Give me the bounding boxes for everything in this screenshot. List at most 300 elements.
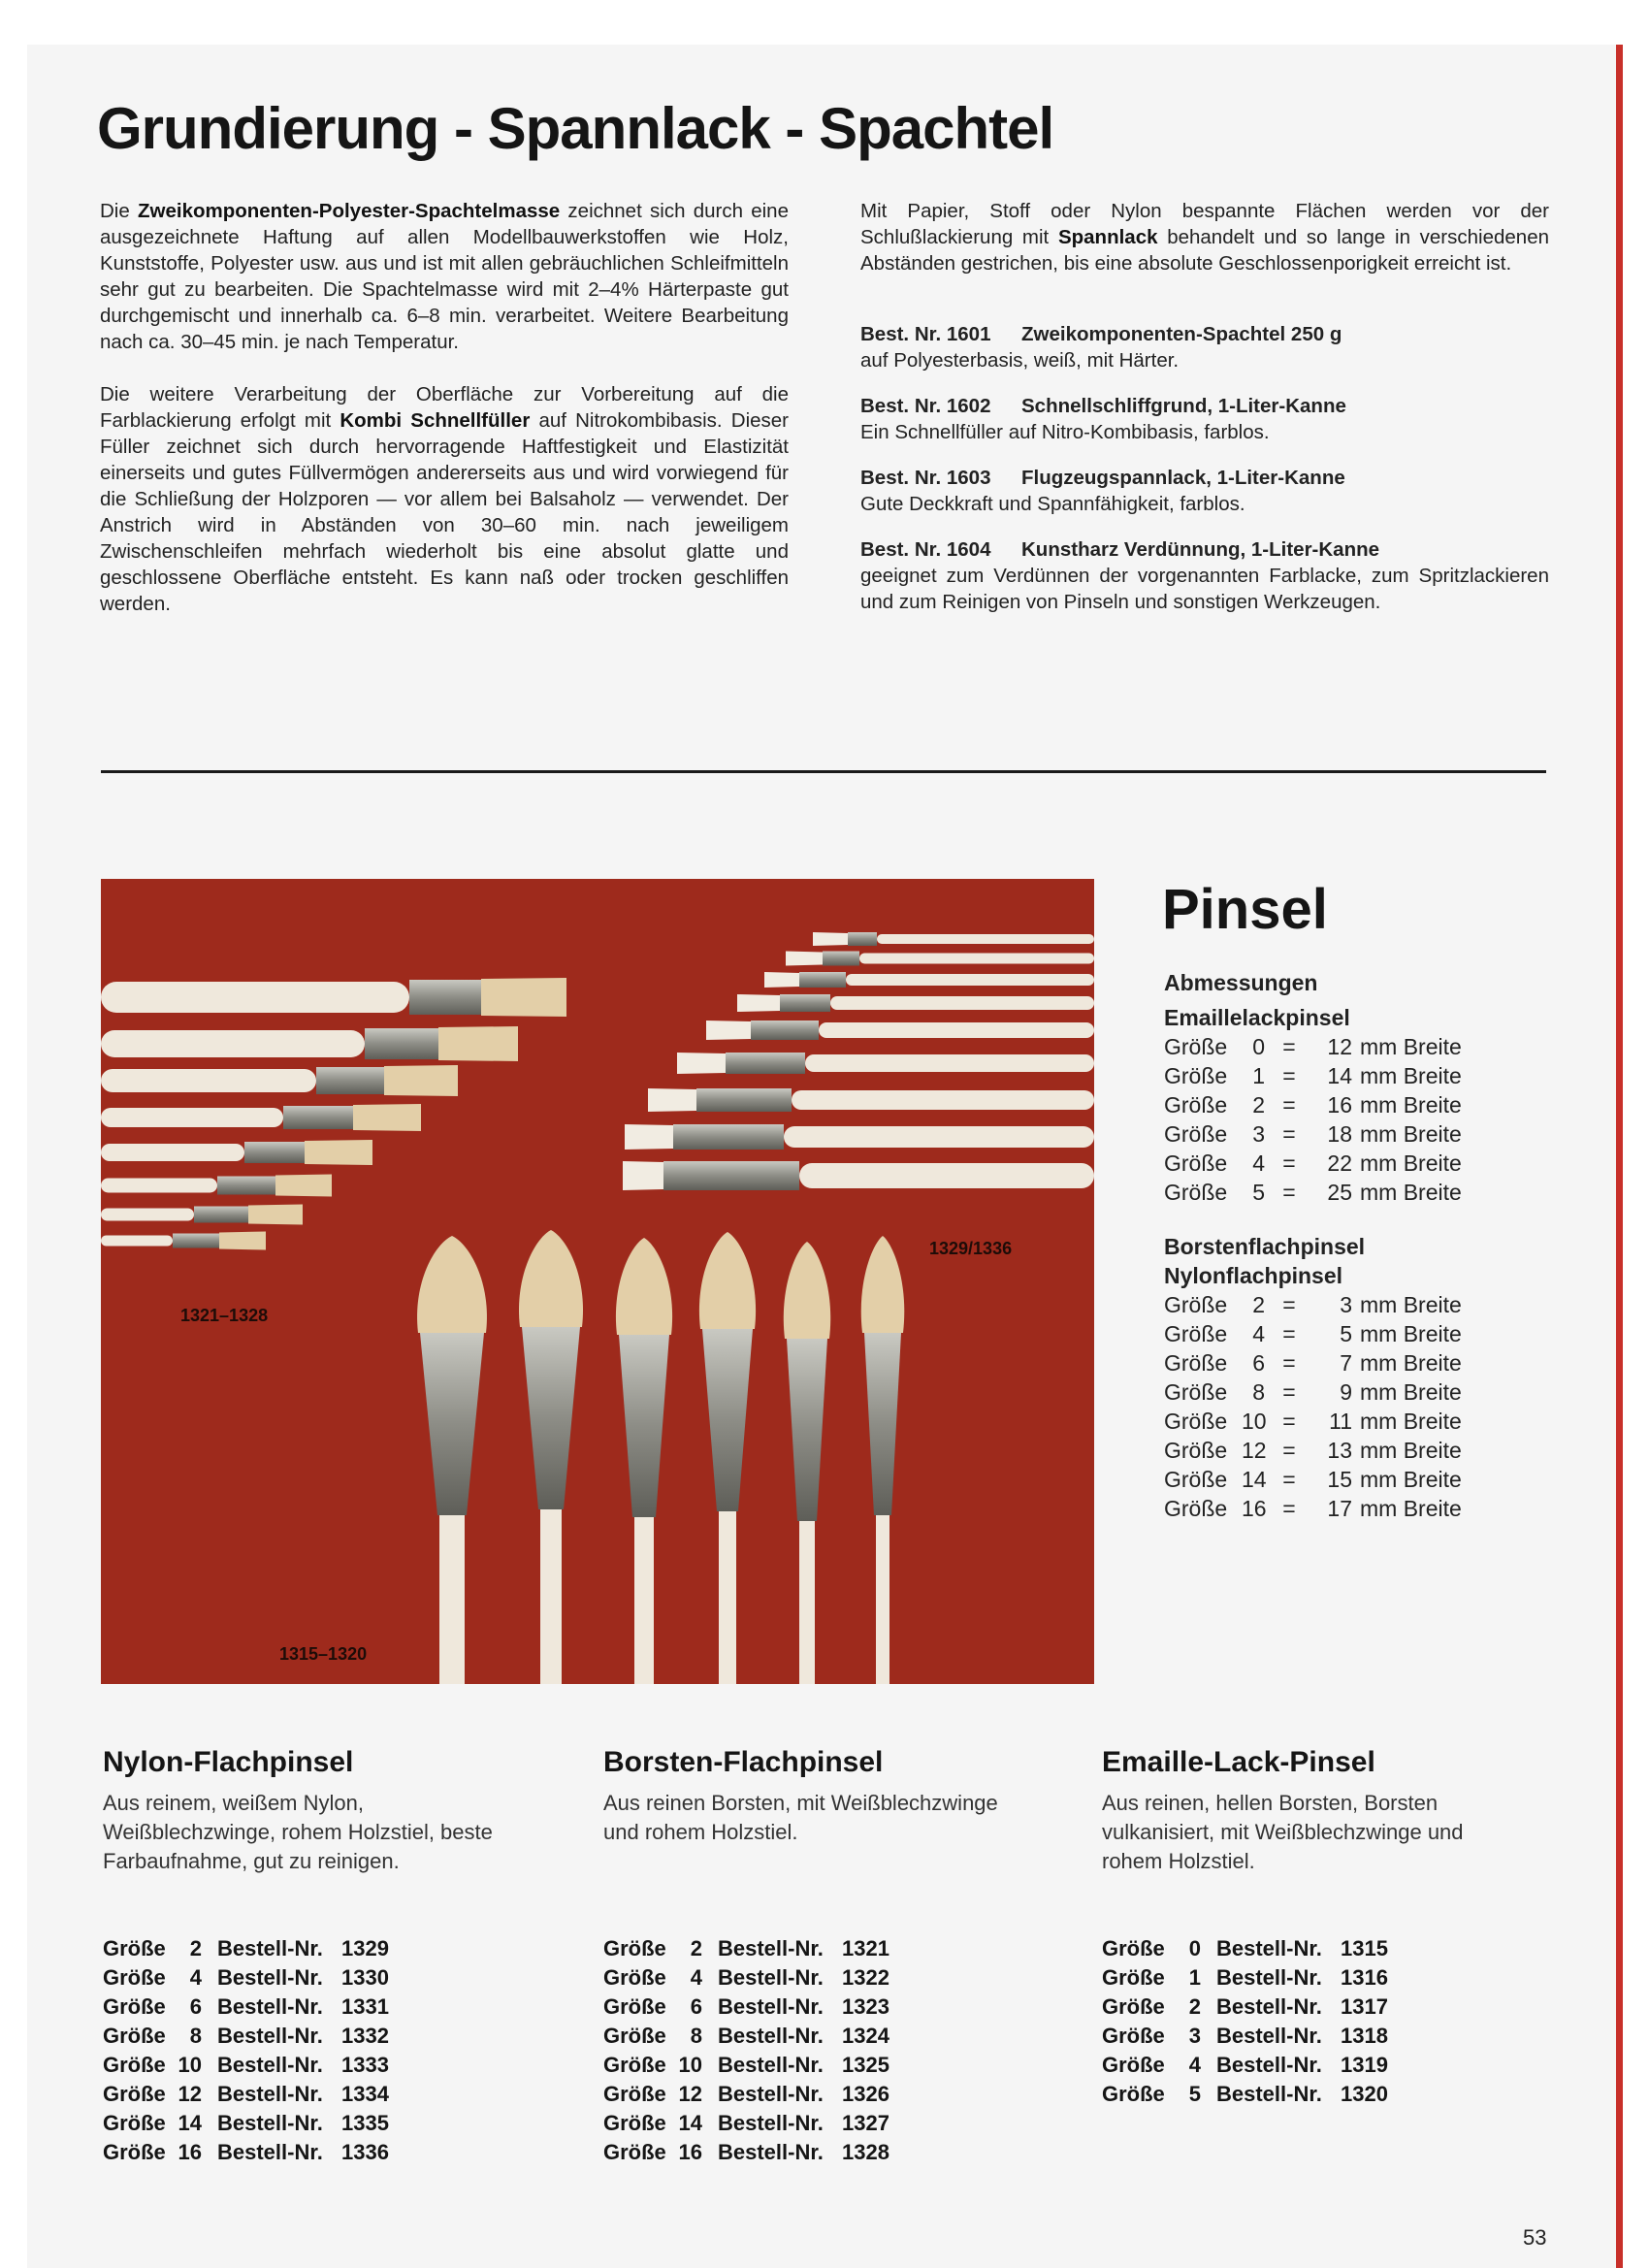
product-nylon-flachpinsel [103, 1746, 530, 2167]
equals-sign: = [1282, 1121, 1296, 1147]
order-row [103, 2051, 530, 2080]
order-row [1102, 1963, 1529, 1993]
size-number: 10 [1242, 1409, 1267, 1434]
order-row [603, 2109, 1030, 2138]
dimension-row [1164, 1377, 1462, 1407]
size-number: 2 [189, 1936, 202, 1960]
brush-handle [101, 1030, 365, 1057]
size-word: Größe [1102, 2024, 1165, 2048]
size-number: 10 [178, 2053, 202, 2077]
brush-photo [101, 879, 1094, 1684]
product-description: Aus reinen Borsten, mit Weißblechzwinge und rohem Holzstiel. [603, 1791, 998, 1844]
product-title: Emaille-Lack-Pinsel [1102, 1746, 1375, 1778]
brush-bristles [438, 1026, 518, 1061]
order-label: Bestell-Nr. [718, 2082, 824, 2106]
size-number: 4 [690, 1965, 702, 1990]
brush-handle [719, 1511, 736, 1684]
order-label: Bestell-Nr. [1216, 2082, 1322, 2106]
order-number: 1326 [842, 2082, 889, 2106]
order-label: Bestell-Nr. [1216, 1936, 1322, 1960]
page-title: Grundierung - Spannlack - Spachtel [97, 96, 1054, 161]
width-unit: mm Breite [1360, 1180, 1462, 1205]
dimension-row [1164, 1119, 1462, 1149]
brush-ferrule [848, 932, 877, 946]
order-heading [860, 393, 1549, 419]
text-run: auf Nitrokombibasis. Dieser Füller zeichnet sich durch hervorragende Haftfestigkeit und Elastizität einerseits und gutes Füllvermögen andererseits aus und wird vorwiegend für die Schließung der Holzporen — vor allem bei Balsaholz — verwendet. Der Anstrich wird in Abständen von 30–60 min. nach jeweiligem Zwischenschleifen mehrfach wiederholt bis eine absolut glatte und geschlossene Oberfläche entsteht. Es kann naß oder trocken geschliffen werden. [100, 409, 789, 615]
dimension-row [1164, 1494, 1462, 1523]
brush-handle [101, 1209, 194, 1221]
brush-handle [101, 982, 409, 1013]
brush-ferrule [194, 1207, 248, 1223]
size-number: 3 [1188, 2024, 1201, 2048]
order-row [1102, 2051, 1529, 2080]
width-unit: mm Breite [1360, 1092, 1462, 1118]
order-number: Best. Nr. 1604 [860, 538, 991, 561]
product-title: Borsten-Flachpinsel [603, 1746, 884, 1778]
brush-handle [830, 996, 1094, 1010]
borsten-flach-heading: Borstenflachpinsel [1164, 1234, 1366, 1259]
emaillelack-dimensions [1164, 1032, 1462, 1207]
size-word: Größe [1164, 1292, 1228, 1317]
width-unit: mm Breite [1360, 1292, 1462, 1317]
order-label: Bestell-Nr. [217, 1936, 323, 1960]
nylon-flach-heading: Nylonflachpinsel [1164, 1263, 1343, 1288]
size-number: 0 [1188, 1936, 1201, 1960]
dimension-row [1164, 1407, 1462, 1436]
order-label: Bestell-Nr. [718, 2111, 824, 2135]
width-unit: mm Breite [1360, 1379, 1462, 1405]
size-word: Größe [1164, 1321, 1228, 1346]
width-unit: mm Breite [1360, 1438, 1462, 1463]
size-word: Größe [603, 1994, 666, 2019]
order-label: Bestell-Nr. [1216, 2024, 1322, 2048]
order-description: geeignet zum Verdünnen der vorgenannten Farblacke, zum Spritzlackieren und zum Reinigen von Pinseln und sonstigen Werkzeugen. [860, 565, 1549, 613]
text-run: Die weitere Verarbeitung der Oberfläche zur Vorbereitung auf die Farblackierung erfolgt mit [100, 383, 789, 432]
product-description: Aus reinem, weißem Nylon, Weißblechzwinge, rohem Holzstiel, beste Farbaufnahme, gut zu reinigen. [103, 1791, 493, 1873]
size-word: Größe [603, 2082, 666, 2106]
size-number: 0 [1252, 1034, 1265, 1059]
brush-bristles [764, 972, 799, 988]
order-number: 1333 [341, 2053, 389, 2077]
size-word: Größe [1164, 1350, 1228, 1376]
brush-ferrule [244, 1142, 305, 1163]
size-word: Größe [1164, 1092, 1228, 1118]
dimension-row [1164, 1090, 1462, 1119]
brush-bristles [481, 978, 566, 1017]
size-number: 16 [1242, 1496, 1267, 1521]
size-number: 6 [189, 1994, 202, 2019]
brush-ferrule [673, 1124, 784, 1150]
section-divider [101, 770, 1546, 773]
brush-bristles [648, 1088, 696, 1112]
size-word: Größe [103, 1965, 166, 1990]
order-row [1102, 2080, 1529, 2109]
order-row [603, 2051, 1030, 2080]
order-number: 1320 [1341, 2082, 1388, 2106]
flachpinsel-dimensions [1164, 1290, 1462, 1523]
brush-ferrule [663, 1161, 799, 1190]
order-number: 1315 [1341, 1936, 1388, 1960]
order-row [603, 2080, 1030, 2109]
brush-ferrule [316, 1067, 384, 1094]
brush-handle [101, 1108, 283, 1127]
size-word: Größe [1164, 1438, 1228, 1463]
brush-ferrule [823, 952, 859, 966]
size-number: 5 [1188, 2082, 1201, 2106]
width-unit: mm Breite [1360, 1409, 1462, 1434]
size-word: Größe [603, 2053, 666, 2077]
brush-handle [634, 1517, 654, 1684]
size-word: Größe [1164, 1409, 1228, 1434]
order-label: Bestell-Nr. [1216, 2053, 1322, 2077]
order-row [103, 2109, 530, 2138]
dimension-row [1164, 1178, 1462, 1207]
order-number: Best. Nr. 1603 [860, 467, 991, 489]
order-label: Bestell-Nr. [217, 2111, 323, 2135]
brush-ferrule [696, 1088, 792, 1112]
equals-sign: = [1282, 1180, 1296, 1205]
order-row [603, 1934, 1030, 1963]
product-borsten-flachpinsel [603, 1746, 1030, 2167]
bold-term-spachtelmasse: Zweikomponenten-Polyester-Spachtelmasse [138, 200, 561, 222]
size-word: Größe [603, 2111, 666, 2135]
order-label: Bestell-Nr. [217, 1965, 323, 1990]
order-entry [860, 465, 1549, 517]
product-emaille-lack-pinsel [1102, 1746, 1529, 2109]
size-number: 3 [1252, 1121, 1265, 1147]
size-word: Größe [1164, 1150, 1228, 1176]
brush-bristles [248, 1205, 303, 1225]
size-number: 4 [1252, 1321, 1265, 1346]
brush-ferrule [799, 972, 846, 988]
intro-paragraph-fueller [100, 381, 789, 617]
size-number: 14 [678, 2111, 702, 2135]
width-value: 15 [1327, 1467, 1352, 1492]
photo-label-round-brushes: 1315–1320 [279, 1644, 368, 1664]
equals-sign: = [1282, 1350, 1296, 1376]
order-row [103, 2138, 530, 2167]
order-label: Bestell-Nr. [718, 2053, 824, 2077]
order-row [103, 2022, 530, 2051]
order-entry [860, 536, 1549, 615]
equals-sign: = [1282, 1063, 1296, 1088]
size-word: Größe [1164, 1379, 1228, 1405]
equals-sign: = [1282, 1496, 1296, 1521]
size-number: 1 [1188, 1965, 1201, 1990]
order-number: 1316 [1341, 1965, 1388, 1990]
size-number: 16 [678, 2140, 702, 2164]
brush-ferrule [217, 1177, 275, 1195]
size-number: 12 [178, 2082, 202, 2106]
size-number: 6 [1252, 1350, 1265, 1376]
order-number: 1330 [341, 1965, 389, 1990]
brush-bristles [677, 1053, 726, 1074]
width-value: 5 [1340, 1321, 1352, 1346]
order-number: 1329 [341, 1936, 389, 1960]
dimensions-panel [1164, 968, 1462, 1523]
size-word: Größe [103, 2140, 166, 2164]
text-run: behandelt und so lange in verschiedenen Abständen gestrichen, bis eine absolute Geschlossenporigkeit erreicht ist. [860, 226, 1549, 275]
brush-ferrule [751, 1021, 819, 1040]
width-unit: mm Breite [1360, 1121, 1462, 1147]
order-number: 1322 [842, 1965, 889, 1990]
width-value: 7 [1340, 1350, 1352, 1376]
order-row [603, 1963, 1030, 1993]
equals-sign: = [1282, 1467, 1296, 1492]
size-number: 12 [1242, 1438, 1267, 1463]
width-value: 16 [1327, 1092, 1352, 1118]
brush-ferrule [780, 994, 830, 1012]
text-run: Die [100, 200, 138, 222]
product-order-table [1102, 1934, 1529, 2109]
equals-sign: = [1282, 1092, 1296, 1118]
brush-handle [819, 1022, 1094, 1038]
size-number: 16 [178, 2140, 202, 2164]
width-value: 11 [1329, 1409, 1352, 1434]
order-label: Bestell-Nr. [718, 2024, 824, 2048]
equals-sign: = [1282, 1292, 1296, 1317]
brush-bristles [813, 932, 848, 946]
brush-bristles [786, 952, 823, 966]
order-entry [860, 393, 1549, 445]
product-description: Aus reinen, hellen Borsten, Borsten vulkanisiert, mit Weißblechzwinge und rohem Holzstiel. [1102, 1791, 1464, 1873]
brush-handle [876, 1515, 889, 1684]
order-row [103, 1993, 530, 2022]
brush-handle [101, 1069, 316, 1092]
size-number: 4 [1252, 1150, 1265, 1176]
width-unit: mm Breite [1360, 1063, 1462, 1088]
order-number: 1319 [1341, 2053, 1388, 2077]
order-product-name: Kunstharz Verdünnung, 1-Liter-Kanne [1021, 538, 1380, 561]
size-word: Größe [103, 2082, 166, 2106]
width-unit: mm Breite [1360, 1321, 1462, 1346]
size-word: Größe [1164, 1180, 1228, 1205]
size-word: Größe [1102, 1994, 1165, 2019]
order-number: 1324 [842, 2024, 889, 2048]
dimension-row [1164, 1436, 1462, 1465]
size-word: Größe [103, 2111, 166, 2135]
order-product-name: Zweikomponenten-Spachtel 250 g [1021, 323, 1342, 345]
brush-bristles [275, 1175, 332, 1197]
equals-sign: = [1282, 1034, 1296, 1059]
brush-bristles [623, 1161, 663, 1190]
width-value: 3 [1340, 1292, 1352, 1317]
width-unit: mm Breite [1360, 1034, 1462, 1059]
order-row [603, 1993, 1030, 2022]
size-word: Größe [1102, 1965, 1165, 1990]
order-number: 1317 [1341, 1994, 1388, 2019]
width-unit: mm Breite [1360, 1496, 1462, 1521]
size-number: 1 [1252, 1063, 1265, 1088]
size-number: 2 [1188, 1994, 1201, 2019]
width-value: 25 [1327, 1180, 1352, 1205]
product-order-table [103, 1934, 530, 2167]
brush-bristles [384, 1065, 458, 1096]
size-number: 14 [1242, 1467, 1267, 1492]
order-number: 1331 [341, 1994, 389, 2019]
size-number: 6 [690, 1994, 702, 2019]
red-page-edge [1616, 45, 1623, 2268]
intro-left-column [100, 198, 789, 643]
bold-term-spannlack: Spannlack [1057, 226, 1158, 248]
dimension-row [1164, 1290, 1462, 1319]
size-word: Größe [603, 1965, 666, 1990]
size-word: Größe [603, 2024, 666, 2048]
equals-sign: = [1282, 1379, 1296, 1405]
order-description: Gute Deckkraft und Spannfähigkeit, farblos. [860, 493, 1245, 515]
size-word: Größe [1102, 2082, 1165, 2106]
order-row [603, 2022, 1030, 2051]
intro-paragraph-spachtel [100, 198, 789, 355]
order-label: Bestell-Nr. [1216, 1994, 1322, 2019]
equals-sign: = [1282, 1150, 1296, 1176]
order-label: Bestell-Nr. [217, 2140, 323, 2164]
brush-handle [101, 1144, 244, 1161]
brush-bristles [625, 1124, 673, 1150]
brush-bristles [305, 1140, 372, 1165]
order-entry [860, 321, 1549, 373]
order-product-name: Flugzeugspannlack, 1-Liter-Kanne [1021, 467, 1345, 489]
size-word: Größe [1102, 1936, 1165, 1960]
order-number: 1325 [842, 2053, 889, 2077]
product-title: Nylon-Flachpinsel [103, 1746, 354, 1778]
size-number: 4 [1188, 2053, 1201, 2077]
order-row [603, 2138, 1030, 2167]
brush-ferrule [726, 1053, 805, 1074]
photo-label-flat-brushes: 1321–1328 [180, 1306, 269, 1325]
width-value: 14 [1327, 1063, 1352, 1088]
order-number: 1323 [842, 1994, 889, 2019]
width-value: 22 [1327, 1150, 1352, 1176]
brush-ferrule [365, 1028, 438, 1059]
order-description: auf Polyesterbasis, weiß, mit Härter. [860, 349, 1180, 372]
page-number: 53 [1523, 2225, 1547, 2250]
order-number: 1336 [341, 2140, 389, 2164]
order-label: Bestell-Nr. [718, 1994, 824, 2019]
order-heading [860, 465, 1549, 491]
order-row [1102, 2022, 1529, 2051]
order-label: Bestell-Nr. [217, 2082, 323, 2106]
size-number: 10 [678, 2053, 702, 2077]
dimension-row [1164, 1032, 1462, 1061]
brush-handle [540, 1509, 562, 1684]
brush-bristles [706, 1021, 751, 1040]
order-row [103, 1934, 530, 1963]
intro-right-column [860, 198, 1549, 634]
equals-sign: = [1282, 1438, 1296, 1463]
width-value: 9 [1340, 1379, 1352, 1405]
order-number: 1321 [842, 1936, 889, 1960]
order-label: Bestell-Nr. [217, 2053, 323, 2077]
emaillelack-heading: Emaillelackpinsel [1164, 1005, 1350, 1030]
order-number: 1327 [842, 2111, 889, 2135]
text-run: zeichnet sich durch eine ausgezeichnete Haftung auf allen Modellbauwerkstoffen wie Holz, Kunststoffe, Polyester usw. aus und ist mit allen gebräuchlichen Schleifmitteln sehr gut zu bearbeiten. Die Spachtelmasse wird mit 2–4% Härterpaste gut durchgemischt und innerhalb ca. 6–8 min. verarbeitet. Weitere Bearbeitung nach ca. 30–45 min. je nach Temperatur. [100, 200, 789, 353]
size-number: 8 [1252, 1379, 1265, 1405]
brush-handle [784, 1126, 1094, 1148]
brush-handle [101, 1179, 217, 1193]
dimension-row [1164, 1465, 1462, 1494]
order-heading [860, 536, 1549, 563]
size-word: Größe [1164, 1496, 1228, 1521]
size-word: Größe [103, 1994, 166, 2019]
order-number: 1332 [341, 2024, 389, 2048]
product-order-table [603, 1934, 1030, 2167]
order-label: Bestell-Nr. [217, 1994, 323, 2019]
order-number: Best. Nr. 1602 [860, 395, 991, 417]
size-number: 5 [1252, 1180, 1265, 1205]
brush-handle [439, 1515, 465, 1684]
size-word: Größe [603, 2140, 666, 2164]
order-list [860, 321, 1549, 615]
order-label: Bestell-Nr. [718, 1936, 824, 1960]
pinsel-heading: Pinsel [1162, 878, 1328, 941]
brush-handle [846, 974, 1094, 986]
order-number: 1335 [341, 2111, 389, 2135]
photo-label-nylon-brushes: 1329/1336 [929, 1239, 1013, 1258]
order-label: Bestell-Nr. [1216, 1965, 1322, 1990]
size-word: Größe [103, 2053, 166, 2077]
brush-bristles [737, 994, 780, 1012]
size-number: 14 [178, 2111, 202, 2135]
size-word: Größe [1164, 1467, 1228, 1492]
order-heading [860, 321, 1549, 347]
size-number: 8 [690, 2024, 702, 2048]
order-description: Ein Schnellfüller auf Nitro-Kombibasis, farblos. [860, 421, 1270, 443]
size-number: 2 [690, 1936, 702, 1960]
order-label: Bestell-Nr. [217, 2024, 323, 2048]
brush-handle [859, 954, 1094, 964]
width-value: 18 [1327, 1121, 1352, 1147]
dimensions-heading: Abmessungen [1164, 970, 1318, 995]
width-value: 12 [1327, 1034, 1352, 1059]
width-unit: mm Breite [1360, 1150, 1462, 1176]
size-number: 4 [189, 1965, 202, 1990]
size-word: Größe [1164, 1034, 1228, 1059]
order-number: 1318 [1341, 2024, 1388, 2048]
width-value: 13 [1327, 1438, 1352, 1463]
order-row [103, 1963, 530, 1993]
order-number: 1328 [842, 2140, 889, 2164]
size-word: Größe [603, 1936, 666, 1960]
order-number: Best. Nr. 1601 [860, 323, 991, 345]
size-word: Größe [103, 1936, 166, 1960]
dimension-row [1164, 1149, 1462, 1178]
order-row [103, 2080, 530, 2109]
size-number: 12 [678, 2082, 702, 2106]
size-number: 2 [1252, 1292, 1265, 1317]
order-product-name: Schnellschliffgrund, 1-Liter-Kanne [1021, 395, 1346, 417]
dimension-row [1164, 1061, 1462, 1090]
size-word: Größe [103, 2024, 166, 2048]
brush-handle [799, 1163, 1094, 1188]
size-number: 2 [1252, 1092, 1265, 1118]
text-run: Mit Papier, Stoff oder Nylon bespannte Flächen werden vor der Schlußlackierung mit [860, 200, 1549, 248]
width-unit: mm Breite [1360, 1467, 1462, 1492]
size-number: 8 [189, 2024, 202, 2048]
brush-bristles [219, 1232, 266, 1250]
intro-paragraph-spannlack [860, 198, 1549, 276]
dimension-row [1164, 1319, 1462, 1348]
bold-term-schnellfueller: Kombi Schnellfüller [340, 409, 531, 432]
size-word: Größe [1164, 1121, 1228, 1147]
order-row [1102, 1993, 1529, 2022]
brush-ferrule [409, 980, 481, 1015]
brush-ferrule [173, 1234, 219, 1248]
order-label: Bestell-Nr. [718, 1965, 824, 1990]
brush-handle [792, 1090, 1094, 1110]
brush-handle [877, 934, 1094, 944]
width-unit: mm Breite [1360, 1350, 1462, 1376]
